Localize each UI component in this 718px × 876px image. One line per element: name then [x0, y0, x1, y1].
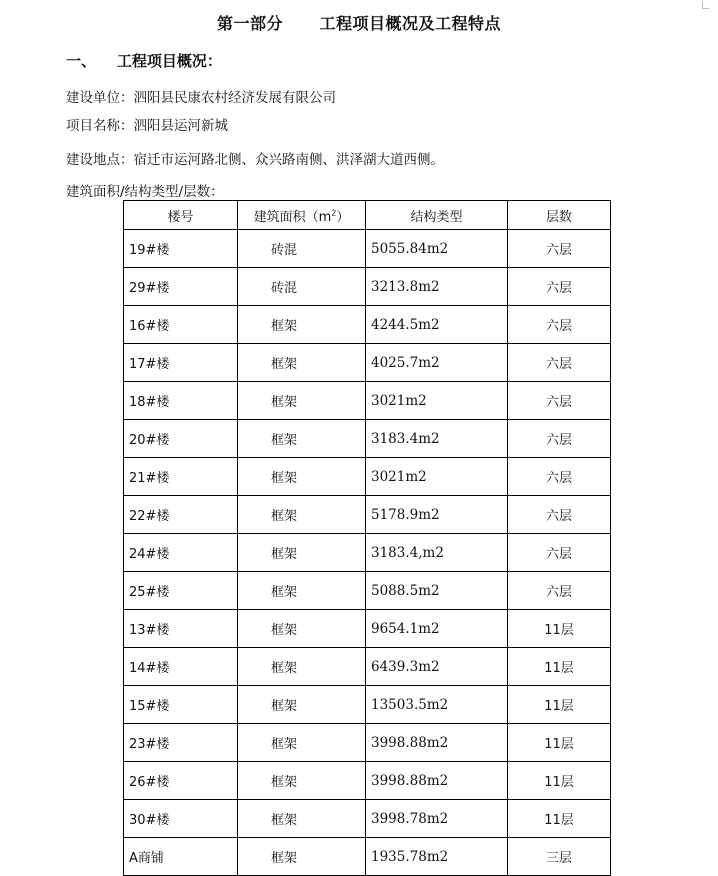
- area-cell: 3021m2: [366, 382, 508, 420]
- building-cell: 30#楼: [124, 800, 238, 838]
- structure-cell: 框架: [238, 800, 366, 838]
- area-cell: 5055.84m2: [366, 230, 508, 268]
- structure-cell: 框架: [238, 420, 366, 458]
- table-row: [124, 534, 611, 572]
- structure-cell: 框架: [238, 344, 366, 382]
- table-row: [124, 800, 611, 838]
- table-row: [124, 724, 611, 762]
- floors-cell: 11层: [508, 762, 611, 800]
- floors-cell: 六层: [508, 268, 611, 306]
- area-cell: 9654.1m2: [366, 610, 508, 648]
- area-cell: 4025.7m2: [366, 344, 508, 382]
- structure-cell: 框架: [238, 610, 366, 648]
- table-row: [124, 838, 611, 876]
- table-row: [124, 344, 611, 382]
- structure-cell: 框架: [238, 496, 366, 534]
- area-cell: 13503.5m2: [366, 686, 508, 724]
- area-cell: 3998.78m2: [366, 800, 508, 838]
- area-cell: 5178.9m2: [366, 496, 508, 534]
- area-cell: 3021m2: [366, 458, 508, 496]
- header-floors: 层数: [508, 201, 611, 230]
- table-header-row: [124, 201, 611, 230]
- building-cell: 26#楼: [124, 762, 238, 800]
- location-line: 建设地点：宿迁市运河路北侧、众兴路南侧、洪泽湖大道西侧。: [66, 152, 444, 168]
- table-row: [124, 762, 611, 800]
- table-row: [124, 686, 611, 724]
- area-cell: 3213.8m2: [366, 268, 508, 306]
- structure-cell: 框架: [238, 458, 366, 496]
- building-cell: 14#楼: [124, 648, 238, 686]
- page-corner-mark: [702, 2, 709, 9]
- table-body: [124, 230, 611, 876]
- building-cell: 13#楼: [124, 610, 238, 648]
- building-table: [123, 200, 611, 876]
- floors-cell: 六层: [508, 534, 611, 572]
- floors-cell: 11层: [508, 724, 611, 762]
- structure-cell: 框架: [238, 306, 366, 344]
- structure-cell: 框架: [238, 572, 366, 610]
- building-cell: 29#楼: [124, 268, 238, 306]
- area-cell: 3998.88m2: [366, 762, 508, 800]
- structure-cell: 框架: [238, 534, 366, 572]
- structure-cell: 框架: [238, 686, 366, 724]
- header-building-no: 楼号: [124, 201, 238, 230]
- building-cell: 17#楼: [124, 344, 238, 382]
- building-cell: 19#楼: [124, 230, 238, 268]
- floors-cell: 六层: [508, 344, 611, 382]
- floors-cell: 六层: [508, 306, 611, 344]
- area-cell: 4244.5m2: [366, 306, 508, 344]
- floors-cell: 六层: [508, 420, 611, 458]
- floors-cell: 11层: [508, 800, 611, 838]
- area-cell: 5088.5m2: [366, 572, 508, 610]
- structure-cell: 砖混: [238, 230, 366, 268]
- document-title: 第一部分 工程项目概况及工程特点: [217, 14, 501, 33]
- table-row: [124, 306, 611, 344]
- area-cell: 3183.4,m2: [366, 534, 508, 572]
- building-cell: 22#楼: [124, 496, 238, 534]
- floors-cell: 六层: [508, 496, 611, 534]
- area-cell: 3183.4m2: [366, 420, 508, 458]
- structure-cell: 砖混: [238, 268, 366, 306]
- structure-cell: 框架: [238, 838, 366, 876]
- header-structure-type: 结构类型: [366, 201, 508, 230]
- structure-cell: 框架: [238, 762, 366, 800]
- area-cell: 3998.88m2: [366, 724, 508, 762]
- table-row: [124, 572, 611, 610]
- building-cell: 21#楼: [124, 458, 238, 496]
- building-cell: 20#楼: [124, 420, 238, 458]
- building-cell: 23#楼: [124, 724, 238, 762]
- floors-cell: 六层: [508, 572, 611, 610]
- floors-cell: 11层: [508, 686, 611, 724]
- table-row: [124, 268, 611, 306]
- table-caption: 建筑面积/结构类型/层数：: [66, 184, 224, 200]
- table-row: [124, 230, 611, 268]
- building-cell: 25#楼: [124, 572, 238, 610]
- floors-cell: 六层: [508, 458, 611, 496]
- floors-cell: 六层: [508, 382, 611, 420]
- building-cell: 24#楼: [124, 534, 238, 572]
- area-cell: 6439.3m2: [366, 648, 508, 686]
- building-cell: 15#楼: [124, 686, 238, 724]
- building-cell: 16#楼: [124, 306, 238, 344]
- floors-cell: 11层: [508, 610, 611, 648]
- area-cell: 1935.78m2: [366, 838, 508, 876]
- table-row: [124, 458, 611, 496]
- project-name-line: 项目名称：泗阳县运河新城: [66, 118, 228, 134]
- table-row: [124, 610, 611, 648]
- building-cell: A商铺: [124, 838, 238, 876]
- structure-cell: 框架: [238, 724, 366, 762]
- building-cell: 18#楼: [124, 382, 238, 420]
- header-floor-area: 建筑面积$(m^2)$: [238, 201, 366, 230]
- floors-cell: 11层: [508, 648, 611, 686]
- structure-cell: 框架: [238, 382, 366, 420]
- table-row: [124, 648, 611, 686]
- table-row: [124, 496, 611, 534]
- floors-cell: 六层: [508, 230, 611, 268]
- table-row: [124, 382, 611, 420]
- floors-cell: 三层: [508, 838, 611, 876]
- structure-cell: 框架: [238, 648, 366, 686]
- table-row: [124, 420, 611, 458]
- section-heading: 一、 工程项目概况：: [66, 52, 222, 70]
- construction-unit-line: 建设单位：泗阳县民康农村经济发展有限公司: [66, 90, 336, 106]
